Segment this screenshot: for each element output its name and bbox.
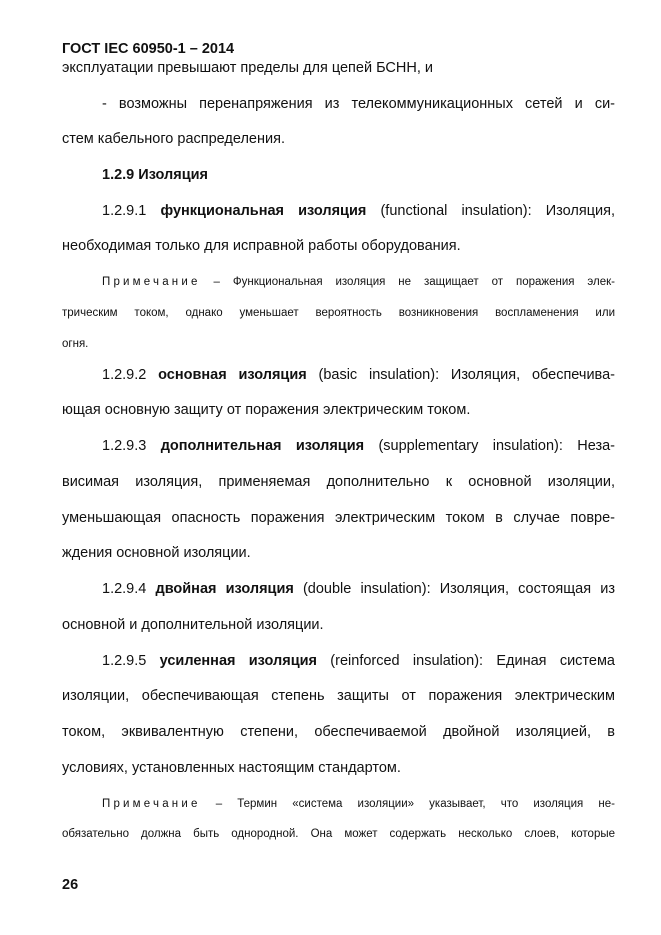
page-number: 26 xyxy=(62,877,79,893)
definition-1-2-9-2 xyxy=(102,366,615,384)
note-line: огня. xyxy=(62,338,89,350)
section-heading: 1.2.9 Изоляция xyxy=(102,167,209,183)
text-line: необходимая только для исправной работы оборудования. xyxy=(62,238,461,254)
note-line: трическим током, однако уменьшает вероятность возникновения воспламенения или xyxy=(62,307,615,319)
note-label: Примечание xyxy=(102,276,201,288)
text-line: условиях, установленных настоящим стандартом. xyxy=(62,760,401,776)
definition-text: (supplementary insulation): Неза- xyxy=(364,438,615,454)
definition-1-2-9-5 xyxy=(102,652,615,670)
definition-1-2-9-3 xyxy=(102,437,615,455)
text-line: - возможны перенапряжения из телекоммуникационных сетей и си- xyxy=(102,96,615,112)
term: дополнительная изоляция xyxy=(160,438,365,454)
text-line: уменьшающая опасность поражения электрическим током в случае повре- xyxy=(62,510,615,526)
document-header: ГОСТ IEC 60950-1 – 2014 xyxy=(62,41,235,57)
note-1 xyxy=(102,273,615,291)
note-line: обязательно должна быть однородной. Она может содержать несколько слоев, которые xyxy=(62,828,615,840)
clause-number: 1.2.9.5 xyxy=(102,653,160,669)
clause-number: 1.2.9.1 xyxy=(102,203,161,219)
text-line: ющая основную защиту от поражения электрическим током. xyxy=(62,402,471,418)
definition-text: (basic insulation): Изоляция, обеспечива- xyxy=(306,367,615,383)
definition-text: (functional insulation): Изоляция, xyxy=(366,203,615,219)
note-text: – Функциональная изоляция не защищает от поражения элек- xyxy=(200,276,615,288)
definition-1-2-9-4 xyxy=(102,580,615,598)
term: двойная изоляция xyxy=(155,581,294,597)
note-label: Примечание xyxy=(102,798,201,810)
definition-text: (reinforced insulation): Единая система xyxy=(317,653,615,669)
text-line: эксплуатации превышают пределы для цепей БСНН, и xyxy=(62,60,433,76)
note-2 xyxy=(102,795,615,813)
text-line: ждения основной изоляции. xyxy=(62,545,251,561)
text-line: основной и дополнительной изоляции. xyxy=(62,617,324,633)
note-text: – Термин «система изоляции» указывает, что изоляция не- xyxy=(200,798,615,810)
term: усиленная изоляция xyxy=(159,653,317,669)
definition-text: (double insulation): Изоляция, состоящая из xyxy=(293,581,615,597)
clause-number: 1.2.9.2 xyxy=(102,367,159,383)
text-line: висимая изоляция, применяемая дополнительно к основной изоляции, xyxy=(62,474,615,490)
clause-number: 1.2.9.3 xyxy=(102,438,161,454)
term: основная изоляция xyxy=(158,367,307,383)
term: функциональная изоляция xyxy=(160,203,367,219)
text-line: изоляции, обеспечивающая степень защиты от поражения электрическим xyxy=(62,688,615,704)
definition-1-2-9-1 xyxy=(102,202,615,220)
clause-number: 1.2.9.4 xyxy=(102,581,156,597)
text-line: током, эквивалентную степени, обеспечиваемой двойной изоляцией, в xyxy=(62,724,615,740)
text-line: стем кабельного распределения. xyxy=(62,131,285,147)
